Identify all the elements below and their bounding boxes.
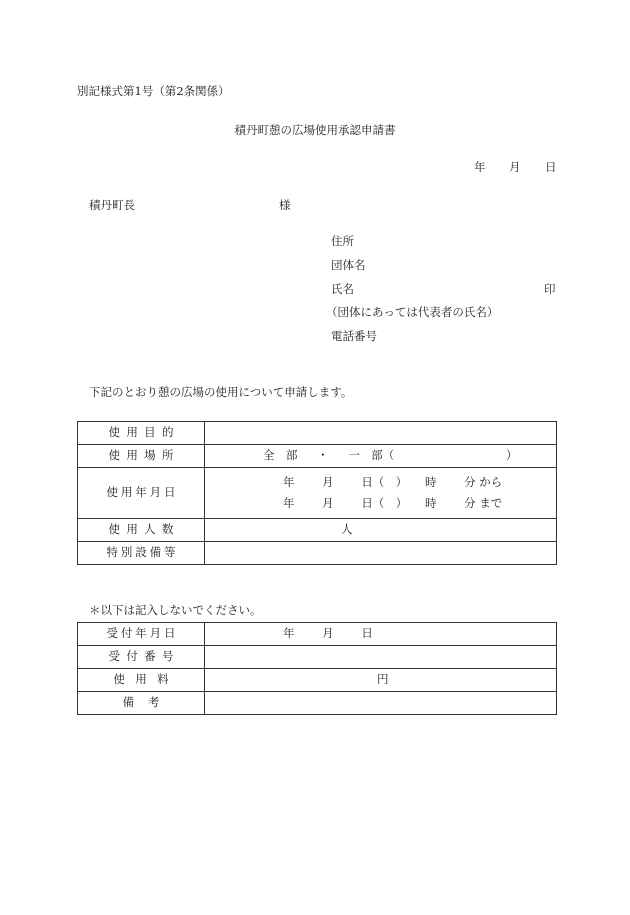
received-date-label: 受付年月日 <box>78 623 205 646</box>
people-unit: 人 <box>341 522 353 537</box>
date-day: 日 <box>545 160 557 174</box>
name-label: 氏名 <box>331 282 354 296</box>
organization-label: 団体名 <box>331 258 366 272</box>
remarks-label: 備考 <box>78 692 205 715</box>
table-row <box>78 542 557 565</box>
table-row <box>78 623 557 646</box>
place-label: 使用場所 <box>78 445 205 468</box>
place-field[interactable] <box>205 445 557 468</box>
received-date-field[interactable]: 年 月 日 <box>205 623 557 646</box>
office-note: ＊以下は記入しないでください。 <box>89 603 262 617</box>
table-row <box>78 422 557 445</box>
period-label: 使用年月日 <box>78 468 205 519</box>
remarks-field[interactable] <box>205 692 557 715</box>
name-note: （団体にあっては代表者の氏名） <box>326 305 499 319</box>
table-row <box>78 468 557 519</box>
honorific: 様 <box>279 198 291 212</box>
purpose-field[interactable] <box>205 422 557 445</box>
period-from: 年 月 日（ ） 時 分 から <box>283 475 503 489</box>
period-field[interactable] <box>205 468 557 519</box>
office-table <box>77 622 557 715</box>
table-row <box>78 669 557 692</box>
period-to: 年 月 日（ ） 時 分 まで <box>283 496 503 510</box>
phone-label: 電話番号 <box>331 329 377 343</box>
address-label: 住所 <box>331 234 354 248</box>
table-row <box>78 519 557 542</box>
received-number-field[interactable] <box>205 646 557 669</box>
purpose-label: 使用目的 <box>78 422 205 445</box>
place-all: 全 部 <box>263 448 298 463</box>
table-row <box>78 445 557 468</box>
received-number-label: 受付番号 <box>78 646 205 669</box>
page-title: 積丹町憩の広場使用承認申請書 <box>234 123 396 137</box>
application-table <box>77 421 557 565</box>
place-part: 一 部（ <box>348 448 395 463</box>
table-row <box>78 692 557 715</box>
form-number: 別記様式第1号（第2条関係） <box>77 84 230 98</box>
fee-unit: 円 <box>377 672 389 687</box>
table-row <box>78 646 557 669</box>
equipment-field[interactable] <box>205 542 557 565</box>
intro-text: 下記のとおり憩の広場の使用について申請します。 <box>89 385 353 399</box>
place-close: ） <box>505 448 518 463</box>
fee-field[interactable] <box>205 669 557 692</box>
date-year: 年 <box>474 160 486 174</box>
place-dot: ・ <box>317 448 329 463</box>
equipment-label: 特別設備等 <box>78 542 205 565</box>
date-month: 月 <box>509 160 521 174</box>
people-label: 使用人数 <box>78 519 205 542</box>
seal-mark: 印 <box>544 282 556 296</box>
addressee: 積丹町長 <box>89 198 135 212</box>
fee-label: 使用料 <box>78 669 205 692</box>
people-field[interactable] <box>205 519 557 542</box>
